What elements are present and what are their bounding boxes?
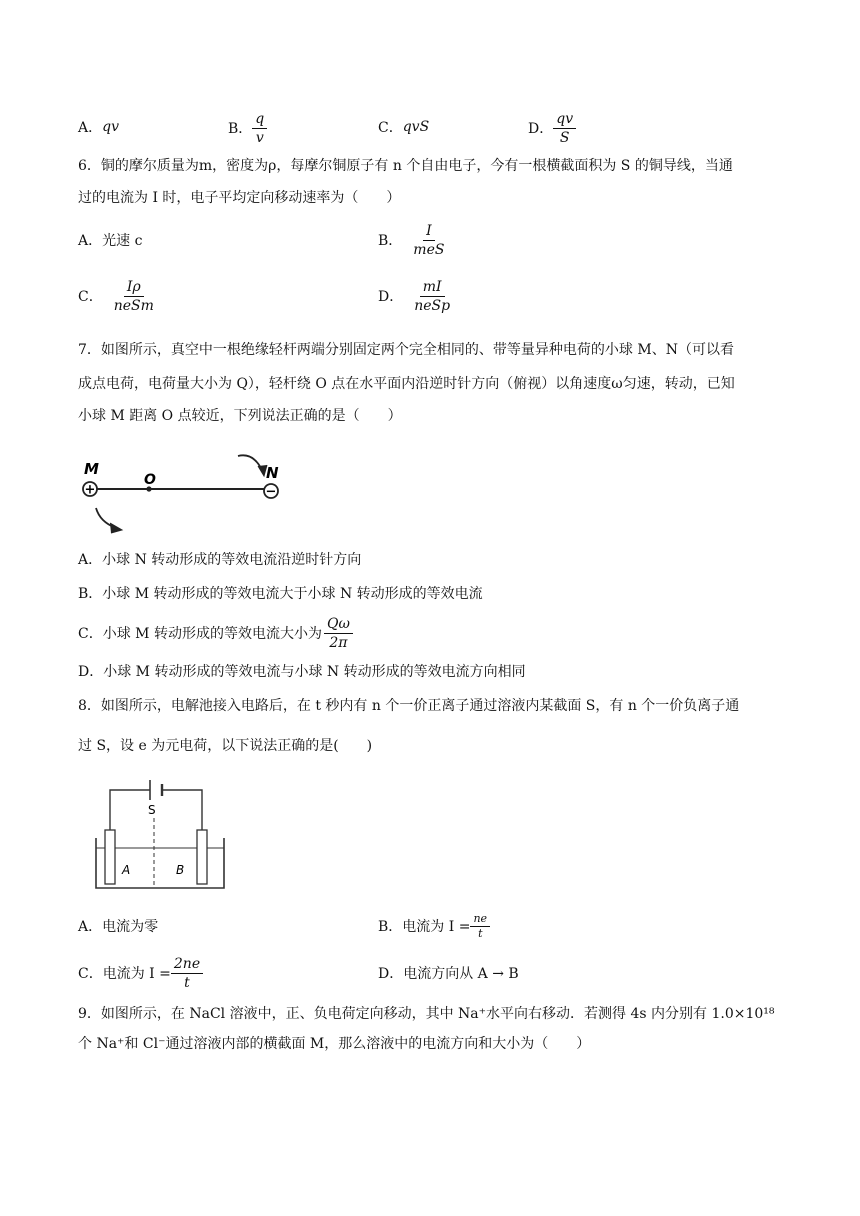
wire-left xyxy=(110,790,150,830)
q6-option-c-num: Iρ xyxy=(124,278,144,297)
q9-stem-line2: 个 Na⁺和 Cl⁻通过溶液内部的横截面 M，那么溶液中的电流方向和大小为（ ） xyxy=(78,1036,591,1052)
q8-option-a xyxy=(78,916,158,936)
label-o: O xyxy=(144,472,156,488)
q6-stem-line2: 过的电流为 I 时，电子平均定向移动速率为（ ） xyxy=(78,190,401,206)
q7-stem-line2: 成点电荷，电荷量大小为 Q），轻杆绕 O 点在水平面内沿逆时针方向（俯视）以角速度ω匀速，转动，已知 xyxy=(78,376,735,392)
q7-option-b-label: B． xyxy=(78,586,103,602)
q8-option-b xyxy=(378,906,490,946)
q6-option-a xyxy=(78,230,142,250)
q8-option-c-label: C． xyxy=(78,966,103,982)
label-m: M xyxy=(84,460,99,478)
q7-option-a-label: A． xyxy=(78,552,103,568)
label-a: A xyxy=(122,863,131,877)
q5-option-b xyxy=(228,108,267,148)
q6-option-d-label: D． xyxy=(378,289,404,305)
q5-option-b-fraction xyxy=(252,110,267,147)
q5-option-d-num: qv xyxy=(553,110,576,129)
q9-stem-line1: 9．如图所示，在 NaCl 溶液中，正、负电荷定向移动，其中 Na⁺水平向右移动．若测得 4s 内分别有 1.0×10¹⁸ xyxy=(78,1006,775,1022)
q7-option-d-text: 小球 M 转动形成的等效电流与小球 N 转动形成的等效电流方向相同 xyxy=(103,664,526,680)
q8-stem-line1: 8．如图所示，电解池接入电路后，在 t 秒内有 n 个一价正离子通过溶液内某截面 S，有 n 个一价负离子通 xyxy=(78,698,740,714)
q5-option-b-label: B． xyxy=(228,121,253,137)
q6-option-d xyxy=(378,276,453,316)
q8-option-a-text: 电流为零 xyxy=(102,919,159,935)
q5-option-a xyxy=(78,112,119,142)
q7-option-a-text: 小球 N 转动形成的等效电流沿逆时针方向 xyxy=(102,552,362,568)
q7-stem-line1: 7．如图所示，真空中一根绝缘轻杆两端分别固定两个完全相同的、带等量异种电荷的小球 M、N（可以看 xyxy=(78,342,734,358)
q8-option-a-label: A． xyxy=(78,919,103,935)
q6-option-b-fraction xyxy=(410,222,447,259)
q5-option-c xyxy=(378,112,429,142)
q5-option-d-label: D． xyxy=(528,121,554,137)
q8-option-c-text: 电流为 I = xyxy=(102,966,171,982)
electrode-right xyxy=(197,830,207,884)
q7-option-c-den: 2π xyxy=(329,634,348,651)
q7-option-c-fraction xyxy=(324,615,353,652)
minus-sign: − xyxy=(265,484,277,500)
q6-option-c xyxy=(78,276,157,316)
q6-option-c-label: C． xyxy=(78,289,103,305)
q6-option-a-label: A． xyxy=(78,233,103,249)
q8-option-b-text: 电流为 I = xyxy=(402,919,471,935)
arrow-m-head-icon xyxy=(110,523,122,533)
q5-option-d-den: S xyxy=(559,129,570,146)
q5-option-c-expr: qvS xyxy=(402,119,430,135)
label-s: S xyxy=(148,803,156,817)
q7-option-d-label: D． xyxy=(78,664,104,680)
q8-option-b-den: t xyxy=(478,926,483,940)
q6-option-b-num: I xyxy=(423,222,435,241)
q7-option-c-label: C． xyxy=(78,626,103,642)
q5-option-d-fraction xyxy=(553,110,576,147)
q7-option-c-text: 小球 M 转动形成的等效电流大小为 xyxy=(102,626,322,642)
q7-stem-line3: 小球 M 距离 O 点较近，下列说法正确的是（ ） xyxy=(78,408,402,424)
q5-option-a-label: A． xyxy=(78,120,103,136)
q6-option-d-den: neSp xyxy=(414,297,451,314)
q7-option-c-num: Qω xyxy=(324,615,353,634)
q8-option-c-den: t xyxy=(184,974,190,991)
q6-stem-line1: 6．铜的摩尔质量为m，密度为ρ，每摩尔铜原子有 n 个自由电子，今有一根横截面积为 S 的铜导线，当通 xyxy=(78,158,733,174)
q7-option-c xyxy=(78,612,353,654)
q6-option-c-fraction xyxy=(111,278,157,315)
q8-option-d xyxy=(378,962,519,984)
q8-option-c xyxy=(78,952,203,994)
plus-sign: + xyxy=(84,482,96,498)
q8-option-c-fraction xyxy=(171,955,203,992)
q5-option-b-num: q xyxy=(252,110,267,129)
q5-option-c-label: C． xyxy=(378,120,403,136)
q7-option-b xyxy=(78,584,483,604)
q6-option-c-den: neSm xyxy=(113,297,154,314)
q6-option-b xyxy=(378,220,447,260)
q6-option-b-label: B． xyxy=(378,233,403,249)
q7-option-b-text: 小球 M 转动形成的等效电流大于小球 N 转动形成的等效电流 xyxy=(102,586,483,602)
q7-rod-figure xyxy=(78,448,288,538)
q5-option-b-den: v xyxy=(255,129,264,146)
q6-option-d-fraction xyxy=(411,278,453,315)
q5-option-d xyxy=(528,108,576,148)
arrow-n-curve xyxy=(238,455,263,472)
q8-electrolysis-figure xyxy=(90,778,230,892)
q8-option-b-fraction xyxy=(470,912,490,941)
q8-option-d-text: 电流方向从 A → B xyxy=(403,966,519,982)
label-n: N xyxy=(266,464,279,482)
q8-option-b-num: ne xyxy=(470,912,490,927)
q6-option-b-den: meS xyxy=(413,241,445,258)
q8-option-d-label: D． xyxy=(378,966,404,982)
q8-option-c-num: 2ne xyxy=(171,955,203,974)
q7-option-a xyxy=(78,550,361,570)
q7-option-d xyxy=(78,662,526,682)
q6-option-a-text: 光速 c xyxy=(102,233,143,249)
q5-option-a-expr: qv xyxy=(102,119,119,135)
wire-right xyxy=(162,790,202,830)
label-b: B xyxy=(176,863,185,877)
q6-option-d-num: mI xyxy=(420,278,445,297)
q8-option-b-label: B． xyxy=(378,919,403,935)
electrode-left xyxy=(105,830,115,884)
q8-stem-line2: 过 S，设 e 为元电荷，以下说法正确的是( ) xyxy=(78,738,373,754)
